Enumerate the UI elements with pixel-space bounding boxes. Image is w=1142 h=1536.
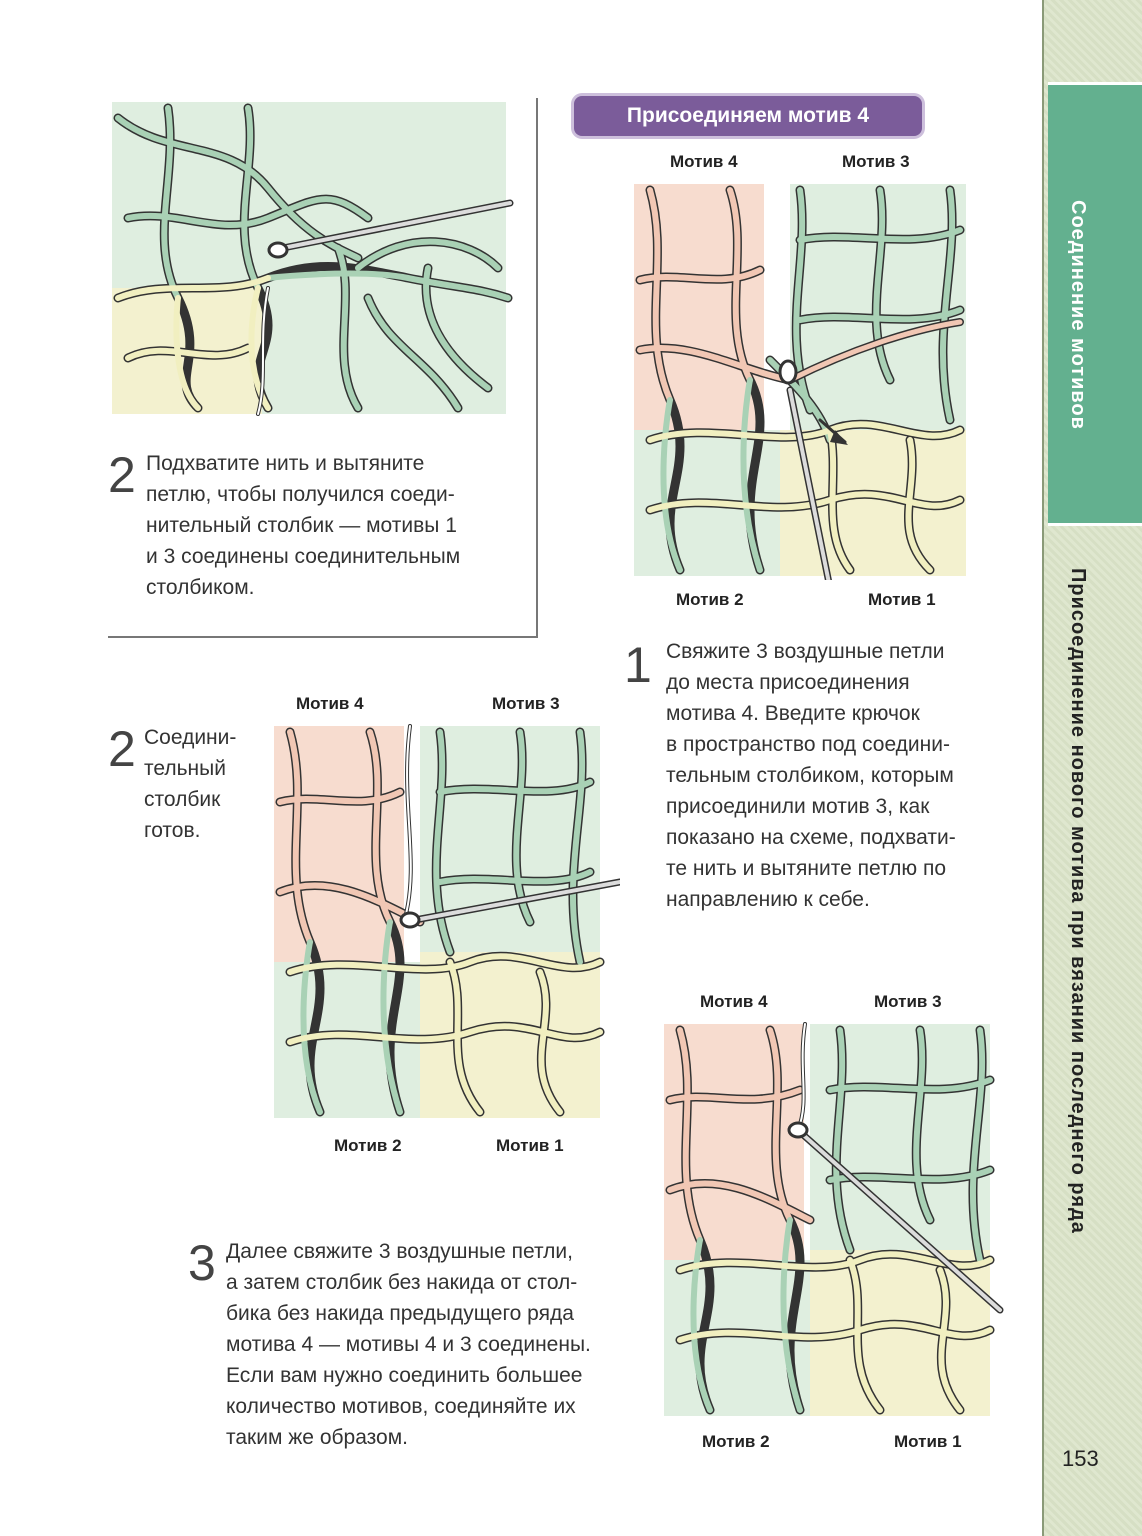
figure-c-label-motif-3: Мотив 3 (874, 992, 942, 1011)
step-1 (624, 636, 1024, 915)
frame-line-vertical (536, 98, 538, 638)
step-line: Далее свяжите 3 воздушные петли, (226, 1240, 573, 1263)
figure-c-label-motif-4: Мотив 4 (700, 992, 768, 1011)
illustration-figure-b (270, 722, 620, 1122)
sidebar-section-label: Соединение мотивов (1067, 200, 1089, 430)
step-line: до места присоединения (666, 671, 910, 694)
figure-b-label-motif-2: Мотив 2 (334, 1136, 402, 1155)
step-line: тельный (144, 757, 226, 780)
step-line: тельным столбиком, которым (666, 764, 954, 787)
illustration-figure-c (660, 1020, 1005, 1420)
step-line: Подхватите нить и вытяните (146, 452, 425, 475)
step-3 (188, 1236, 638, 1453)
step-line: столбиком. (146, 576, 255, 599)
figure-a-label-motif-1: Мотив 1 (868, 590, 936, 609)
section-title: Присоединяем мотив 4 (574, 96, 922, 136)
step-line: в пространство под соедини- (666, 733, 950, 756)
step-line: Соедини- (144, 726, 237, 749)
step-line: количество мотивов, соединяйте их (226, 1395, 576, 1418)
step-line: и 3 соединены соединительным (146, 545, 461, 568)
step-line: готов. (144, 819, 201, 842)
step-line: нительный столбик — мотивы 1 (146, 514, 457, 537)
figure-a-label-motif-2: Мотив 2 (676, 590, 744, 609)
step-number: 1 (624, 637, 652, 693)
step-number: 2 (108, 447, 136, 503)
figure-a-label-motif-3: Мотив 3 (842, 152, 910, 171)
step-2-top (108, 448, 528, 603)
step-2-middle (108, 722, 258, 846)
figure-b-label-motif-3: Мотив 3 (492, 694, 560, 713)
sidebar-subsection-label: Присоединение нового мотива при вязании последнего ряда (1067, 568, 1089, 1234)
step-number: 3 (188, 1235, 216, 1291)
step-number: 2 (108, 721, 136, 777)
page-number: 153 (1062, 1446, 1099, 1471)
sidebar-divider (1042, 0, 1044, 1536)
step-line: мотива 4. Введите крючок (666, 702, 920, 725)
figure-b-label-motif-1: Мотив 1 (496, 1136, 564, 1155)
step-line: мотива 4 — мотивы 4 и 3 соединены. (226, 1333, 591, 1356)
step-line: показано на схеме, подхвати- (666, 826, 956, 849)
step-line: Если вам нужно соединить большее (226, 1364, 583, 1387)
step-line: присоединили мотив 3, как (666, 795, 930, 818)
step-line: таким же образом. (226, 1426, 408, 1449)
step-line: петлю, чтобы получился соеди- (146, 483, 455, 506)
step-line: направлению к себе. (666, 888, 870, 911)
figure-b-label-motif-4: Мотив 4 (296, 694, 364, 713)
illustration-figure-a (630, 180, 970, 580)
step-line: Свяжите 3 воздушные петли (666, 640, 945, 663)
section-tab (1048, 82, 1142, 526)
frame-line-horizontal (108, 636, 538, 638)
step-line: столбик (144, 788, 221, 811)
step-line: бика без накида предыдущего ряда (226, 1302, 574, 1325)
step-line: те нить и вытяните петлю по (666, 857, 947, 880)
figure-a-label-motif-4: Мотив 4 (670, 152, 738, 171)
figure-c-label-motif-2: Мотив 2 (702, 1432, 770, 1451)
illustration-step2-top (108, 98, 520, 418)
figure-c-label-motif-1: Мотив 1 (894, 1432, 962, 1451)
step-line: а затем столбик без накида от стол- (226, 1271, 578, 1294)
